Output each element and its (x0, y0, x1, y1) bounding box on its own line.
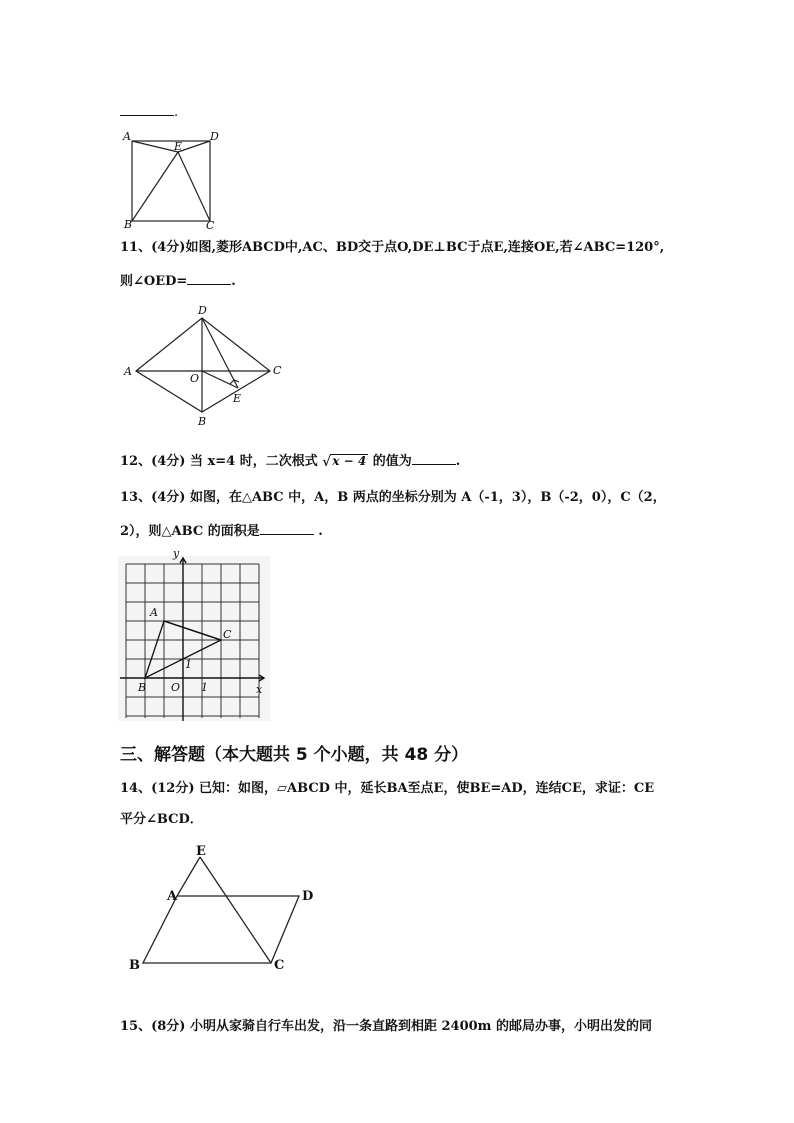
figure-parallelogram (125, 843, 325, 973)
q11-line2 (120, 272, 236, 290)
label-d: D (198, 304, 207, 317)
answer-blank (412, 452, 456, 465)
label-c: C (274, 958, 285, 973)
label-c: C (206, 219, 215, 232)
label-b: B (129, 958, 140, 973)
q11-line2-suffix: . (231, 274, 236, 289)
segment-de (202, 318, 238, 388)
answer-blank (260, 522, 314, 535)
label-e: E (196, 844, 206, 859)
segment-oe (202, 371, 238, 388)
figure-rhombus (120, 302, 290, 432)
q11-line1: 11、(4分)如图,菱形ABCD中,AC、BD交于点O,DE⊥BC于点E,连接OE,若∠ABC=120°, (120, 240, 665, 255)
label-b: B (124, 218, 133, 231)
segment-de (178, 141, 210, 152)
q13-line2 (120, 522, 323, 540)
q13-line2-prefix: 2），则△ABC 的面积是 (120, 524, 260, 539)
q14-line1: 14、(12分) 已知：如图，▱ABCD 中，延长BA至点E，使BE=AD，连结CE，求证：CE (120, 781, 655, 796)
label-o: O (171, 681, 181, 694)
label-unit-y: 1 (185, 658, 192, 671)
label-b: B (138, 681, 147, 694)
parallelogram-outline (143, 896, 299, 963)
label-a: A (150, 606, 158, 619)
label-a: A (124, 365, 132, 378)
section-title: 三、解答题（本大题共 5 个小题，共 48 分） (120, 745, 469, 765)
segment-ce (178, 152, 210, 221)
rhombus-outline (136, 318, 270, 412)
label-a: A (123, 130, 131, 143)
label-unit-x: 1 (201, 681, 208, 694)
sqrt-radicand: x − 4 (332, 454, 367, 468)
label-y: y (173, 547, 180, 560)
q12-prefix: 12、(4分) 当 x=4 时，二次根式 (120, 454, 318, 469)
label-c: C (223, 628, 232, 641)
segment-be (132, 152, 178, 221)
grid-background (118, 556, 270, 721)
segment-ec (200, 857, 271, 963)
q13-line1: 13、(4分) 如图，在△ABC 中，A，B 两点的坐标分别为 A（-1，3），B（-2，0），C（2， (120, 490, 666, 505)
q12-line (120, 452, 460, 470)
label-e: E (233, 392, 242, 405)
figure-grid (118, 548, 278, 723)
q13-line2-suffix: . (318, 524, 323, 539)
prev-answer-line (120, 103, 178, 121)
label-x: x (256, 683, 263, 696)
sqrt-expression: √ x − 4 (322, 454, 367, 470)
figure-square (118, 128, 219, 232)
answer-blank (120, 103, 174, 116)
segment-ae (132, 141, 178, 152)
prev-tail-period: . (174, 105, 179, 120)
label-e: E (174, 140, 183, 153)
label-d: D (210, 130, 219, 143)
q12-suffix: 的值为 (372, 454, 412, 469)
label-c: C (273, 364, 282, 377)
q15-line1: 15、(8分) 小明从家骑自行车出发，沿一条直路到相距 2400m 的邮局办事，小明出发的同 (120, 1019, 652, 1034)
label-o: O (190, 372, 200, 385)
q14-line2: 平分∠BCD． (120, 812, 203, 827)
q12-end: . (455, 454, 461, 469)
label-d: D (302, 889, 314, 904)
square-outline (132, 141, 210, 221)
q11-line2-prefix: 则∠OED= (120, 274, 188, 289)
label-a: A (167, 889, 178, 904)
label-b: B (198, 415, 207, 428)
answer-blank (187, 272, 231, 285)
segment-ae (177, 857, 200, 896)
